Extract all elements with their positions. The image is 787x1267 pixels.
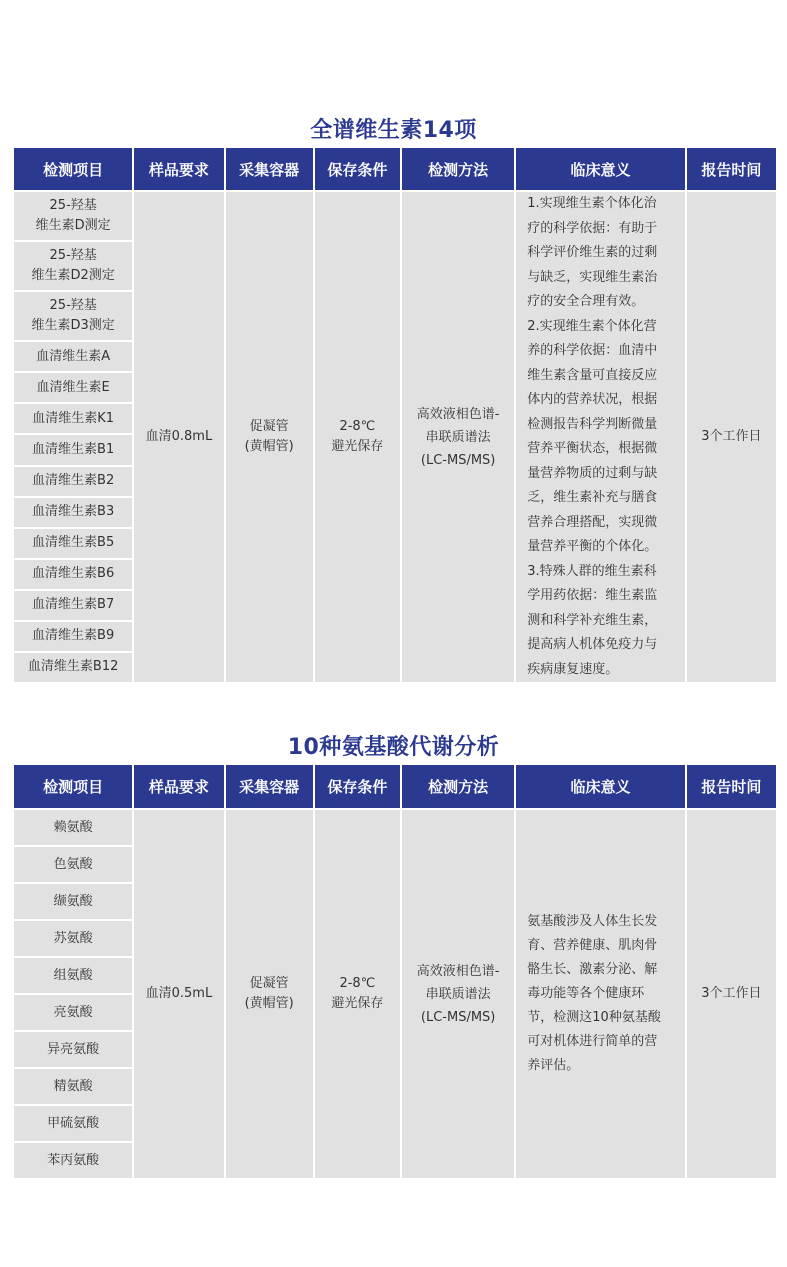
table-row-item: 缬氨酸: [14, 884, 132, 919]
table-row-item: 赖氨酸: [14, 810, 132, 845]
table-row-item: 异亮氨酸: [14, 1032, 132, 1067]
header-report-time: 报告时间: [687, 148, 776, 190]
header-meaning: 临床意义: [516, 148, 684, 190]
container-cell: 促凝管 (黄帽管): [226, 810, 313, 1178]
table-row-item: 血清维生素B1: [14, 435, 132, 464]
storage-cell: 2-8℃ 避光保存: [315, 810, 400, 1178]
container-cell: 促凝管 (黄帽管): [226, 192, 313, 682]
table-row-item: 25-羟基 维生素D测定: [14, 192, 132, 240]
sample-cell: 血清0.5mL: [134, 810, 223, 1178]
table-row-item: 血清维生素B12: [14, 653, 132, 682]
meaning-cell: 氨基酸涉及人体生长发 育、营养健康、肌肉骨 骼生长、激素分泌、解 毒功能等各个健康环 节，检测这10种氨基酸 可对机体进行简单的营 养评估。: [516, 810, 684, 1178]
table-row-item: 甲硫氨酸: [14, 1106, 132, 1141]
table-row-item: 亮氨酸: [14, 995, 132, 1030]
table-row-item: 血清维生素A: [14, 342, 132, 371]
header-method: 检测方法: [402, 148, 514, 190]
header-sample: 样品要求: [134, 765, 223, 808]
section2-title: 10种氨基酸代谢分析: [287, 735, 500, 760]
storage-cell: 2-8℃ 避光保存: [315, 192, 400, 682]
table-row-item: 25-羟基 维生素D3测定: [14, 292, 132, 340]
table-row-item: 精氨酸: [14, 1069, 132, 1104]
report-time-cell: 3个工作日: [687, 192, 776, 682]
table-row-item: 苯丙氨酸: [14, 1143, 132, 1178]
header-test-item: 检测项目: [14, 148, 132, 190]
header-container: 采集容器: [226, 148, 313, 190]
header-report-time: 报告时间: [687, 765, 776, 808]
table-row-item: 色氨酸: [14, 847, 132, 882]
meaning-cell: 1.实现维生素个体化治 疗的科学依据：有助于 科学评价维生素的过剩 与缺乏，实现维生素治 疗的安全合理有效。 2.实现维生素个体化营 养的科学依据：血清中 维生素含量可直接反应 体内的营养状况，根据 检测报告科学判断微量 营养平衡状态，根据微 量营养物质的过剩与缺 乏，维生素补充与膳食 营养合理搭配，实现微 量营养平衡的个体化。 3.特殊人群的维生素科 学用药依据：维生素监 测和科学补充维生素， 提高病人机体免疫力与 疾病康复速度。: [516, 192, 684, 682]
method-cell: 高效液相色谱- 串联质谱法 (LC-MS/MS): [402, 192, 514, 682]
amino-acid-table: [12, 763, 778, 1180]
header-test-item: 检测项目: [14, 765, 132, 808]
table-row-item: 血清维生素B9: [14, 622, 132, 651]
table-row-item: 25-羟基 维生素D2测定: [14, 242, 132, 290]
table-row-item: 组氨酸: [14, 958, 132, 993]
table-row-item: 血清维生素E: [14, 373, 132, 402]
table-row-item: 血清维生素B5: [14, 529, 132, 558]
vitamin-table: [12, 146, 778, 684]
header-sample: 样品要求: [134, 148, 223, 190]
header-meaning: 临床意义: [516, 765, 684, 808]
header-storage: 保存条件: [315, 148, 400, 190]
table-row-item: 血清维生素B7: [14, 591, 132, 620]
method-cell: 高效液相色谱- 串联质谱法 (LC-MS/MS): [402, 810, 514, 1178]
table-row-item: 血清维生素B2: [14, 467, 132, 496]
section1-title: 全谱维生素14项: [310, 118, 477, 143]
report-time-cell: 3个工作日: [687, 810, 776, 1178]
table-row-item: 血清维生素K1: [14, 404, 132, 433]
table-row-item: 血清维生素B6: [14, 560, 132, 589]
header-method: 检测方法: [402, 765, 514, 808]
header-storage: 保存条件: [315, 765, 400, 808]
table-row-item: 苏氨酸: [14, 921, 132, 956]
table-row-item: 血清维生素B3: [14, 498, 132, 527]
header-container: 采集容器: [226, 765, 313, 808]
sample-cell: 血清0.8mL: [134, 192, 223, 682]
